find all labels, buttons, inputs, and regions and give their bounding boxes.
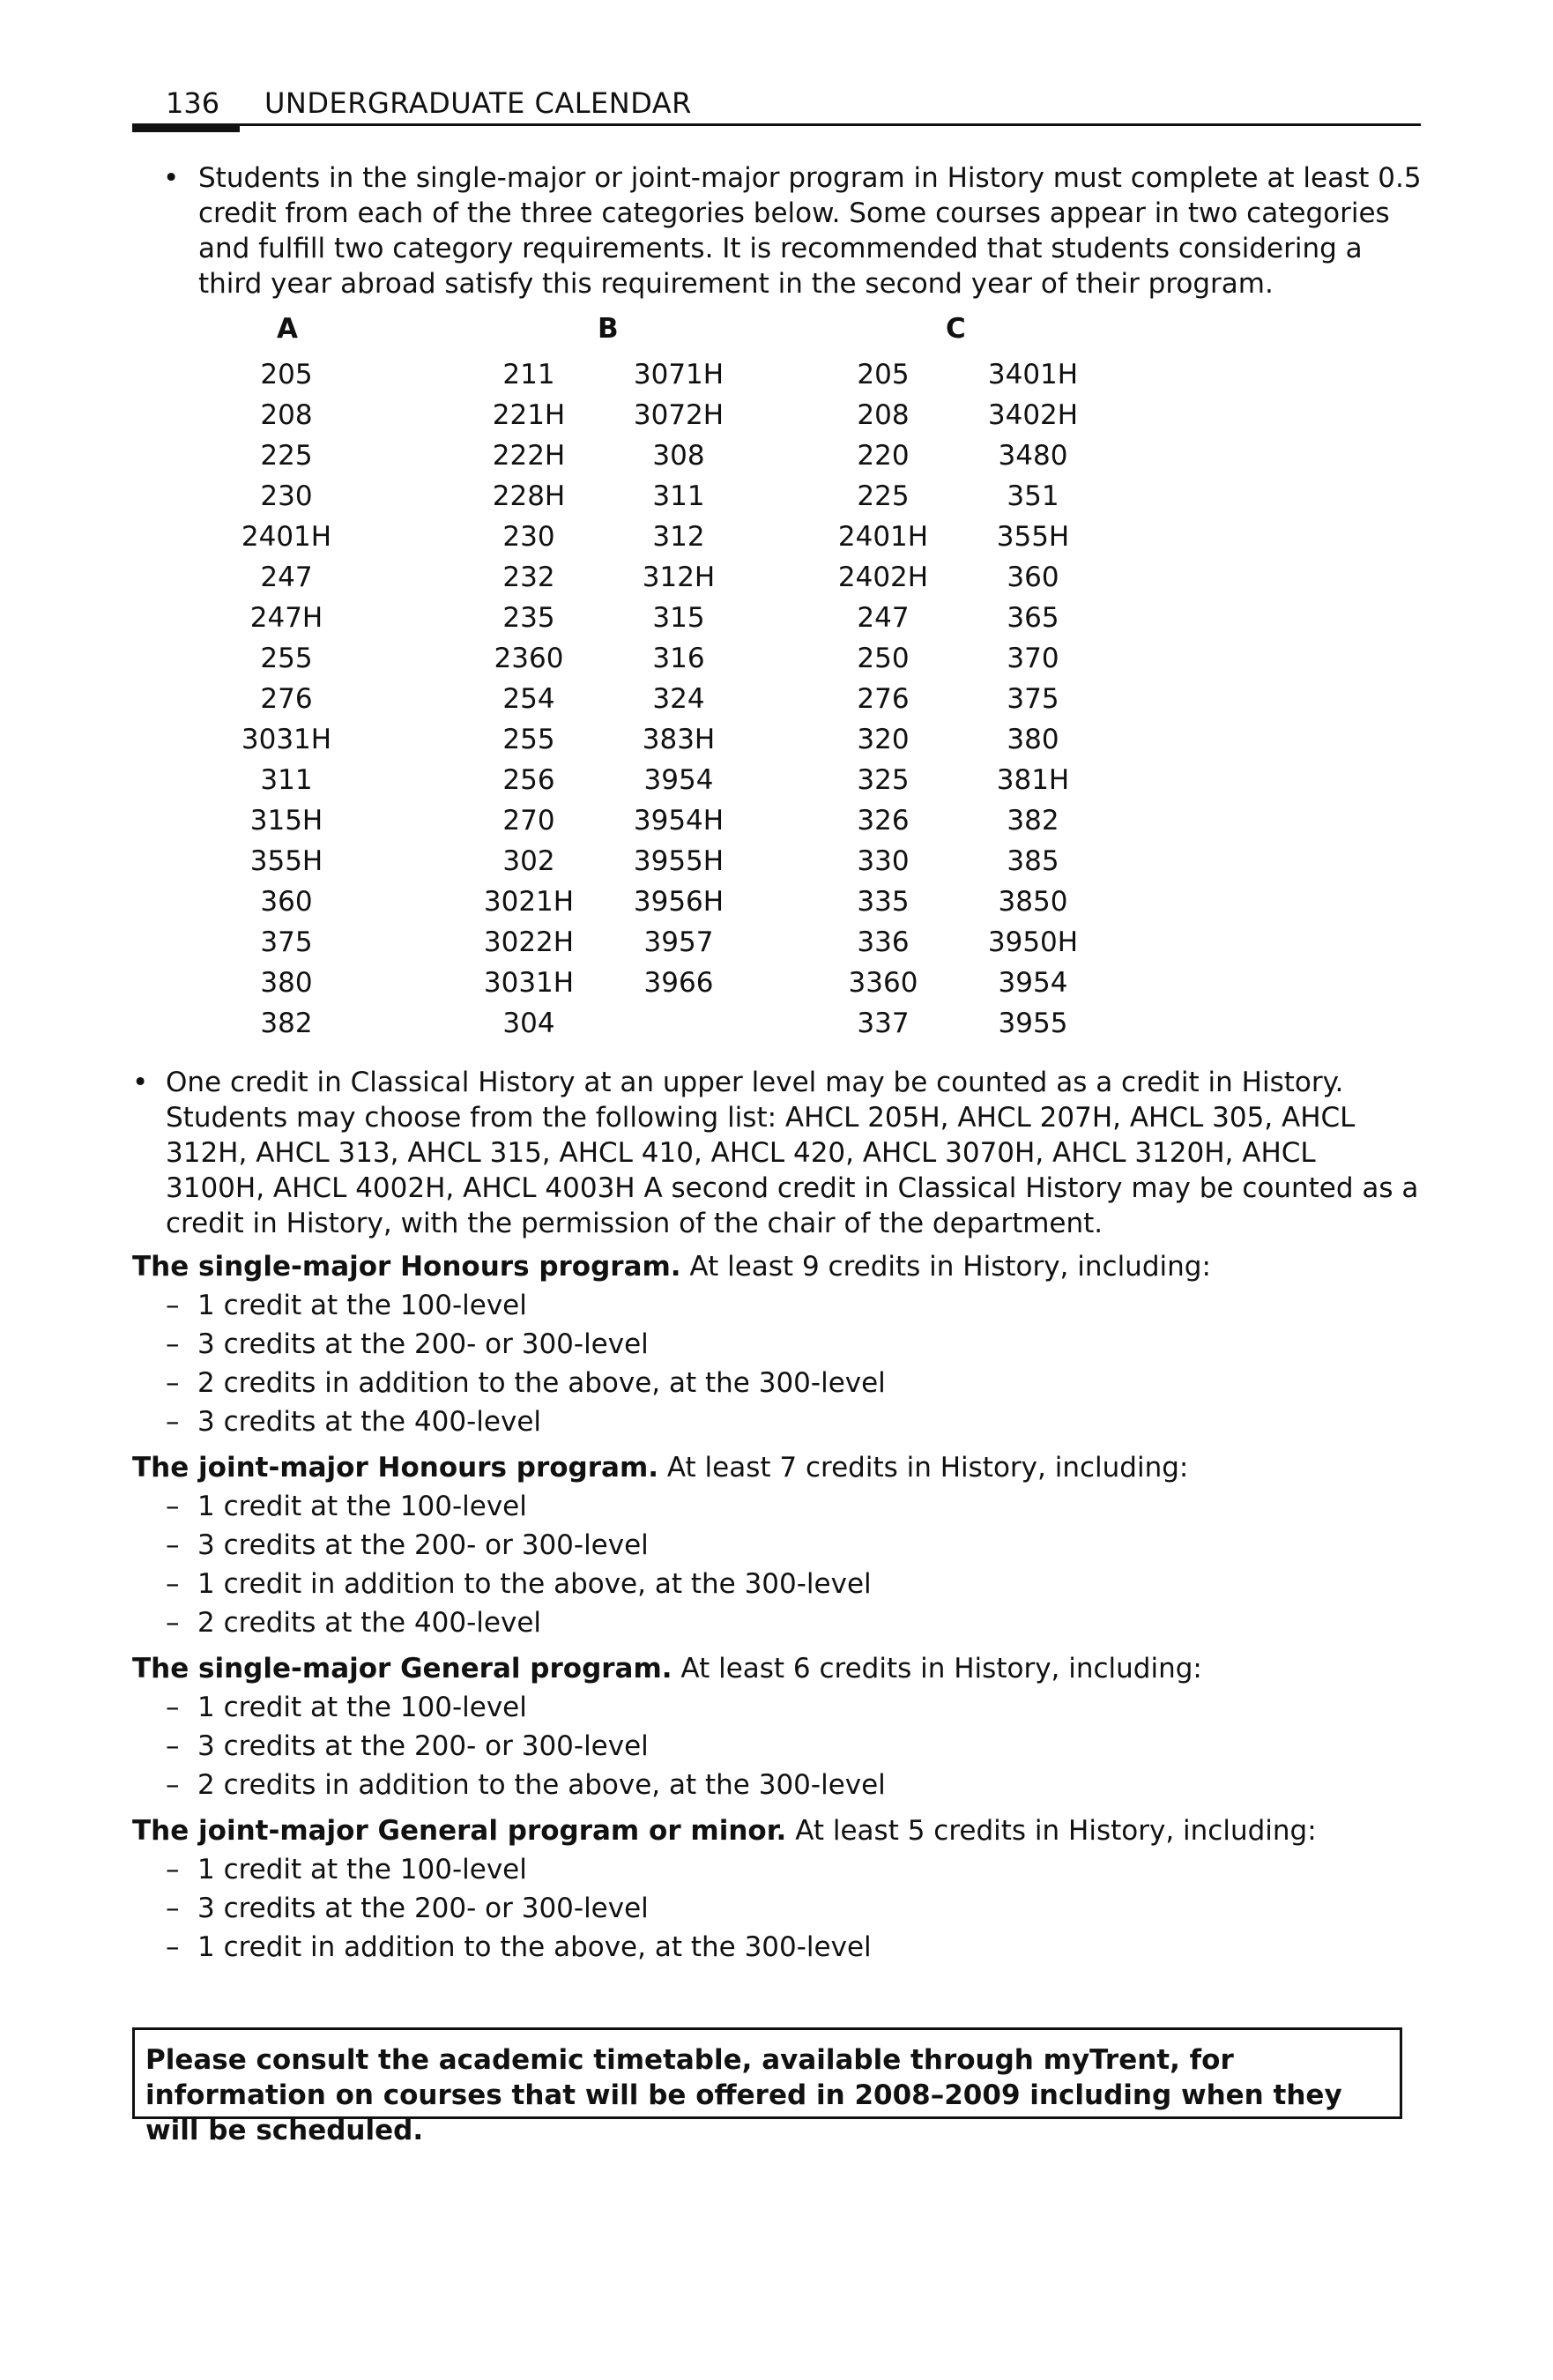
course-number: 3360 (848, 967, 918, 999)
course-number: 205 (857, 359, 910, 390)
program-title: The single-major Honours program. (132, 1251, 681, 1283)
course-number: 3850 (998, 886, 1068, 918)
course-number: 256 (502, 764, 555, 796)
course-number: 3072H (633, 399, 724, 431)
requirement-item (132, 1325, 1421, 1364)
program-single-major-honours (132, 1247, 1421, 1441)
program-summary: At least 5 credits in History, including: (786, 1815, 1317, 1847)
course-number: 276 (260, 683, 313, 715)
program-joint-major-general-minor (132, 1811, 1421, 1967)
program-requirements-list (132, 1487, 1421, 1642)
category-c-column-1 (821, 354, 945, 1044)
course-number: 222H (492, 440, 566, 472)
course-number: 355H (996, 521, 1070, 553)
course-number: 3956H (633, 886, 724, 918)
course-number: 3071H (633, 359, 724, 390)
program-summary: At least 9 credits in History, including: (680, 1251, 1211, 1283)
requirement-item (132, 1565, 1421, 1603)
course-number: 3955H (633, 845, 724, 877)
course-number: 3950H (987, 926, 1079, 958)
program-summary: At least 7 credits in History, including: (658, 1452, 1189, 1484)
course-number: 230 (502, 521, 555, 553)
requirement-item (132, 1603, 1421, 1642)
requirement-text: 1 credit at the 100-level (197, 1854, 527, 1885)
course-number: 302 (502, 845, 555, 877)
course-number: 3031H (483, 967, 575, 999)
program-title: The joint-major Honours program. (132, 1452, 659, 1484)
course-number: 385 (1007, 845, 1059, 877)
category-b-column-2 (617, 354, 740, 1003)
requirement-item (132, 1850, 1421, 1889)
category-header-c: C (946, 313, 966, 345)
course-number: 3480 (998, 440, 1068, 472)
requirement-item (132, 1487, 1421, 1526)
requirement-text: 3 credits at the 400-level (197, 1406, 542, 1438)
requirement-text: 1 credit at the 100-level (197, 1692, 527, 1723)
course-number: 247H (249, 602, 323, 634)
course-number: 316 (652, 643, 705, 674)
header-rule-accent (132, 123, 240, 132)
requirement-item (132, 1688, 1421, 1727)
program-title: The single-major General program. (132, 1653, 672, 1685)
course-number: 360 (260, 886, 313, 918)
program-heading (132, 1448, 1421, 1487)
course-number: 312H (642, 562, 716, 593)
dash-symbol: – (166, 1367, 180, 1399)
page-header (132, 81, 1421, 134)
running-title: UNDERGRADUATE CALENDAR (264, 86, 692, 120)
dash-symbol: – (166, 1769, 180, 1801)
course-number: 205 (260, 359, 313, 390)
requirement-item (132, 1526, 1421, 1565)
course-number: 255 (260, 643, 313, 674)
dash-symbol: – (166, 1854, 180, 1885)
course-number: 2401H (241, 521, 332, 553)
requirement-text: 1 credit at the 100-level (197, 1491, 527, 1522)
requirement-text: 3 credits at the 200- or 300-level (197, 1328, 649, 1360)
requirement-item (132, 1286, 1421, 1325)
dash-symbol: – (166, 1491, 180, 1522)
course-number: 3402H (987, 399, 1079, 431)
dash-symbol: – (166, 1568, 180, 1600)
requirement-item (132, 1364, 1421, 1402)
course-number: 308 (652, 440, 705, 472)
course-number: 375 (1007, 683, 1059, 715)
course-number: 326 (857, 805, 910, 837)
course-number: 230 (260, 480, 313, 512)
dash-symbol: – (166, 1730, 180, 1762)
bullet-symbol: • (163, 162, 180, 194)
program-title: The joint-major General program or minor. (132, 1815, 787, 1847)
requirement-item (132, 1928, 1421, 1967)
course-number: 337 (857, 1008, 910, 1039)
course-number: 2360 (494, 643, 564, 674)
course-number: 3401H (987, 359, 1079, 390)
course-number: 3031H (241, 724, 332, 755)
requirement-item (132, 1402, 1421, 1441)
course-number: 250 (857, 643, 910, 674)
course-number: 351 (1007, 480, 1059, 512)
course-number: 311 (652, 480, 705, 512)
course-number: 232 (502, 562, 555, 593)
course-number: 3957 (643, 926, 714, 958)
course-number: 312 (652, 521, 705, 553)
course-number: 276 (857, 683, 910, 715)
program-heading (132, 1247, 1421, 1286)
course-number: 330 (857, 845, 910, 877)
header-rule (132, 123, 1421, 126)
category-c-column-2 (971, 354, 1095, 1044)
category-a-column (225, 354, 348, 1044)
category-b-column-1 (467, 354, 591, 1044)
course-number: 335 (857, 886, 910, 918)
course-number: 383H (642, 724, 716, 755)
course-number: 235 (502, 602, 555, 634)
course-number: 380 (260, 967, 313, 999)
requirement-text: 3 credits at the 200- or 300-level (197, 1730, 649, 1762)
requirement-text: 1 credit in addition to the above, at the 300-level (197, 1568, 872, 1600)
course-number: 220 (857, 440, 910, 472)
course-number: 3022H (483, 926, 575, 958)
bullet-symbol: • (132, 1067, 149, 1098)
course-number: 3021H (483, 886, 575, 918)
course-number: 3955 (998, 1008, 1068, 1039)
course-number: 315H (249, 805, 323, 837)
course-number: 355H (249, 845, 323, 877)
program-joint-major-honours (132, 1448, 1421, 1642)
course-number: 255 (502, 724, 555, 755)
dash-symbol: – (166, 1328, 180, 1360)
requirement-text: 1 credit at the 100-level (197, 1290, 527, 1321)
program-requirements-list (132, 1286, 1421, 1441)
course-number: 324 (652, 683, 705, 715)
program-requirements-list (132, 1850, 1421, 1967)
course-number: 380 (1007, 724, 1059, 755)
course-number: 381H (996, 764, 1070, 796)
page-number: 136 (166, 86, 220, 120)
category-header-a: A (277, 313, 298, 345)
dash-symbol: – (166, 1692, 180, 1723)
course-number: 270 (502, 805, 555, 837)
course-number: 365 (1007, 602, 1059, 634)
course-number: 382 (260, 1008, 313, 1039)
dash-symbol: – (166, 1290, 180, 1321)
requirement-text: 1 credit in addition to the above, at the 300-level (197, 1931, 872, 1963)
course-number: 208 (857, 399, 910, 431)
requirement-text: 2 credits in addition to the above, at the 300-level (197, 1367, 886, 1399)
program-heading (132, 1649, 1421, 1688)
program-summary: At least 6 credits in History, including: (672, 1653, 1202, 1685)
course-number: 228H (492, 480, 566, 512)
course-number: 254 (502, 683, 555, 715)
course-number: 2401H (837, 521, 929, 553)
course-number: 208 (260, 399, 313, 431)
program-requirements-list (132, 1688, 1421, 1804)
course-number: 315 (652, 602, 705, 634)
requirement-item (132, 1889, 1421, 1928)
course-number: 336 (857, 926, 910, 958)
course-number: 3954 (643, 764, 714, 796)
requirement-text: 2 credits at the 400-level (197, 1607, 542, 1639)
course-number: 3954H (633, 805, 724, 837)
course-number: 382 (1007, 805, 1059, 837)
category-requirement-text: Students in the single-major or joint-major program in History must complete at least 0.5 credit from each of the three categories below. Some courses appear in two categories and fulfill two category requirements. It is recommended that students considering a third year abroad satisfy this requirement in the second year of their program. (198, 162, 1422, 300)
dash-symbol: – (166, 1931, 180, 1963)
category-header-b: B (598, 313, 619, 345)
program-single-major-general (132, 1649, 1421, 1804)
dash-symbol: – (166, 1529, 180, 1561)
course-number: 225 (857, 480, 910, 512)
program-heading (132, 1811, 1421, 1850)
course-number: 3966 (643, 967, 714, 999)
course-number: 311 (260, 764, 313, 796)
requirement-item (132, 1766, 1421, 1804)
dash-symbol: – (166, 1893, 180, 1924)
course-number: 375 (260, 926, 313, 958)
course-number: 325 (857, 764, 910, 796)
course-number: 2402H (837, 562, 929, 593)
requirement-text: 3 credits at the 200- or 300-level (197, 1893, 649, 1924)
dash-symbol: – (166, 1406, 180, 1438)
requirement-item (132, 1727, 1421, 1766)
requirement-text: 3 credits at the 200- or 300-level (197, 1529, 649, 1561)
course-number: 225 (260, 440, 313, 472)
course-number: 247 (260, 562, 313, 593)
course-number: 211 (502, 359, 555, 390)
requirement-text: 2 credits in addition to the above, at the 300-level (197, 1769, 886, 1801)
course-number: 3954 (998, 967, 1068, 999)
course-number: 360 (1007, 562, 1059, 593)
course-number: 304 (502, 1008, 555, 1039)
timetable-notice: Please consult the academic timetable, available through myTrent, for information on courses that will be offered in 2008–2009 including when they will be scheduled. (132, 2027, 1402, 2119)
classical-history-text: One credit in Classical History at an upper level may be counted as a credit in History. Students may choose from the following list: AHCL 205H, AHCL 207H, AHCL 305, AHCL 312H, AHCL 313, AHCL 315, AHCL 410, AHCL 420, AHCL 3070H, AHCL 3120H, AHCL 3100H, AHCL 4002H, AHCL 4003H A second credit in Classical History may be counted as a credit in History, with the permission of the chair of the department. (166, 1067, 1419, 1239)
course-number: 221H (492, 399, 566, 431)
course-number: 370 (1007, 643, 1059, 674)
course-number: 247 (857, 602, 910, 634)
dash-symbol: – (166, 1607, 180, 1639)
course-number: 320 (857, 724, 910, 755)
